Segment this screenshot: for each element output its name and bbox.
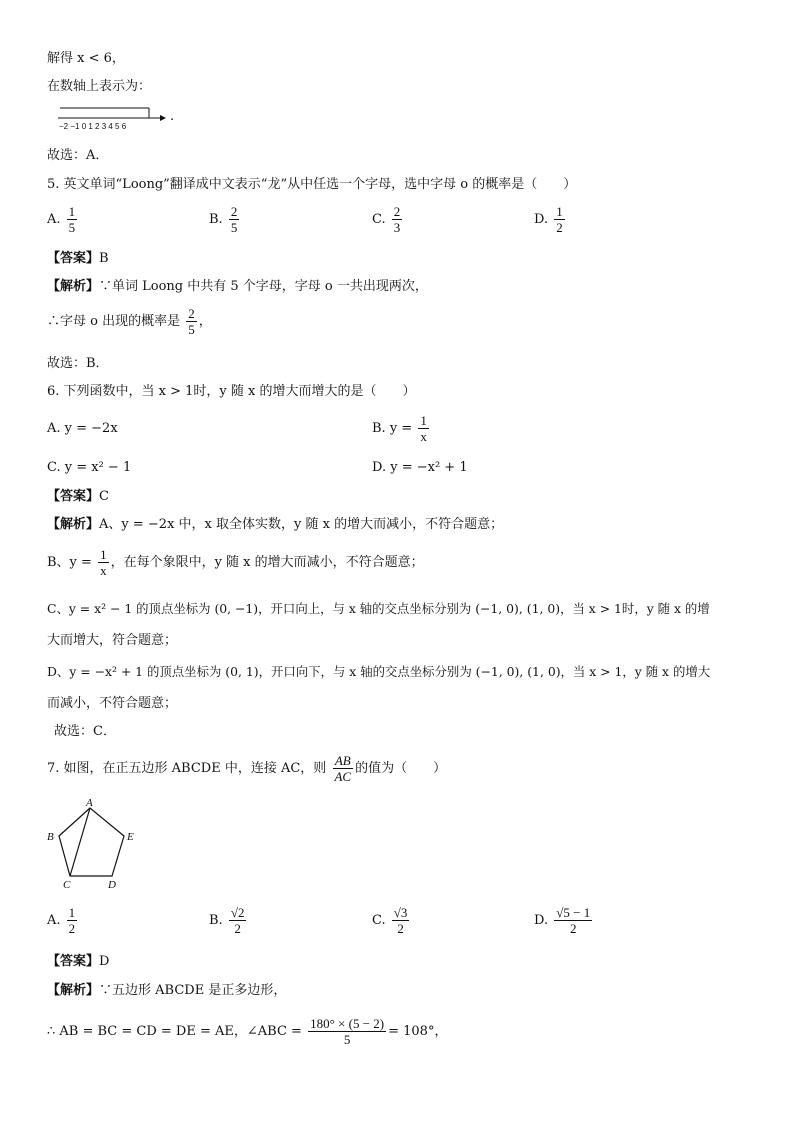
vertex-label-c: C <box>63 879 71 891</box>
q7-option-b: B. $\frac{√2}{2}$ <box>209 905 245 936</box>
number-line-figure <box>56 104 186 132</box>
q6-option-b: B. y = $\frac{1}{x}$ <box>372 413 427 444</box>
pentagon-figure <box>44 796 144 892</box>
q6-answer: 【答案】C <box>47 489 109 504</box>
q7-option-c: C. $\frac{√3}{2}$ <box>372 905 408 936</box>
q5-option-c: C. $\frac{2}{3}$ <box>372 204 401 235</box>
solution-line: 在数轴上表示为： <box>47 79 152 94</box>
q5-analysis-line: 【解析】∵单词 Loong 中共有 5 个字母，字母 o 一共出现两次， <box>47 279 428 294</box>
vertex-label-a: A <box>86 797 93 809</box>
q6-option-d: D. y = −x² + 1 <box>372 460 468 475</box>
question-6-stem: 6. 下列函数中，当 x > 1时，y 随 x 的增大而增大的是（ ） <box>47 384 416 399</box>
q5-analysis-line: ∴字母 o 出现的概率是 $\frac{2}{5}$ ， <box>47 306 212 337</box>
question-5-stem: 5. 英文单词“Loong”翻译成中文表示“龙”从中任选一个字母，选中字母 o 的概率是（ ） <box>47 177 577 192</box>
solution-line: 解得 x < 6， <box>47 51 125 66</box>
q6-analysis-line: 大而增大，符合题意； <box>47 633 178 648</box>
q5-option-b: B. $\frac{2}{5}$ <box>209 204 238 235</box>
q7-answer: 【答案】D <box>47 954 110 969</box>
q6-analysis-line: D、y = −x² + 1 的顶点坐标为 (0, 1)，开口向下，与 x 轴的交点坐标分别为 (−1, 0), (1, 0)，当 x > 1，y 随 x 的增大 <box>47 664 711 679</box>
q7-analysis-line: ∴ AB = BC = CD = DE = AE，∠ABC = $\frac{180^\circ \times (5 - 2)}{5}$ = 108°， <box>47 1016 448 1047</box>
q5-option-a: A. $\frac{1}{5}$ <box>47 204 76 235</box>
period: . <box>170 109 175 124</box>
q5-answer: 【答案】B <box>47 251 109 266</box>
q7-option-d: D. $\frac{√5 - 1}{2}$ <box>534 905 591 936</box>
q6-option-c: C. y = x² − 1 <box>47 460 132 475</box>
q6-option-a: A. y = −2x <box>47 421 118 436</box>
vertex-label-d: D <box>108 879 116 891</box>
q7-option-a: A. $\frac{1}{2}$ <box>47 905 76 936</box>
number-line-labels: −2 −1 0 1 2 3 4 5 6 <box>59 122 127 131</box>
q6-analysis-line: 【解析】A、y = −2x 中，x 取全体实数，y 随 x 的增大而减小，不符合题意； <box>47 517 504 532</box>
q6-analysis-line: C、y = x² − 1 的顶点坐标为 (0, −1)，开口向上，与 x 轴的交点坐标分别为 (−1, 0), (1, 0)，当 x > 1时，y 随 x 的增 <box>47 601 710 616</box>
q6-conclusion: 故选：C． <box>54 724 116 739</box>
q5-conclusion: 故选：B． <box>47 356 109 371</box>
q6-analysis-line: B、y = $\frac{1}{x}$ ，在每个象限中，y 随 x 的增大而减小，不符合题意； <box>47 547 424 578</box>
q6-analysis-line: 而减小，不符合题意； <box>47 696 178 711</box>
question-7-stem: 7. 如图，在正五边形 ABCDE 中，连接 AC，则 $\frac{AB}{AC}$ 的值为（ ） <box>47 753 447 784</box>
solution-conclusion: 故选：A． <box>47 148 109 163</box>
q5-option-d: D. $\frac{1}{2}$ <box>534 204 563 235</box>
q7-analysis-line: 【解析】∵五边形 ABCDE 是正多边形， <box>47 983 287 998</box>
vertex-label-b: B <box>47 831 54 843</box>
vertex-label-e: E <box>127 831 134 843</box>
